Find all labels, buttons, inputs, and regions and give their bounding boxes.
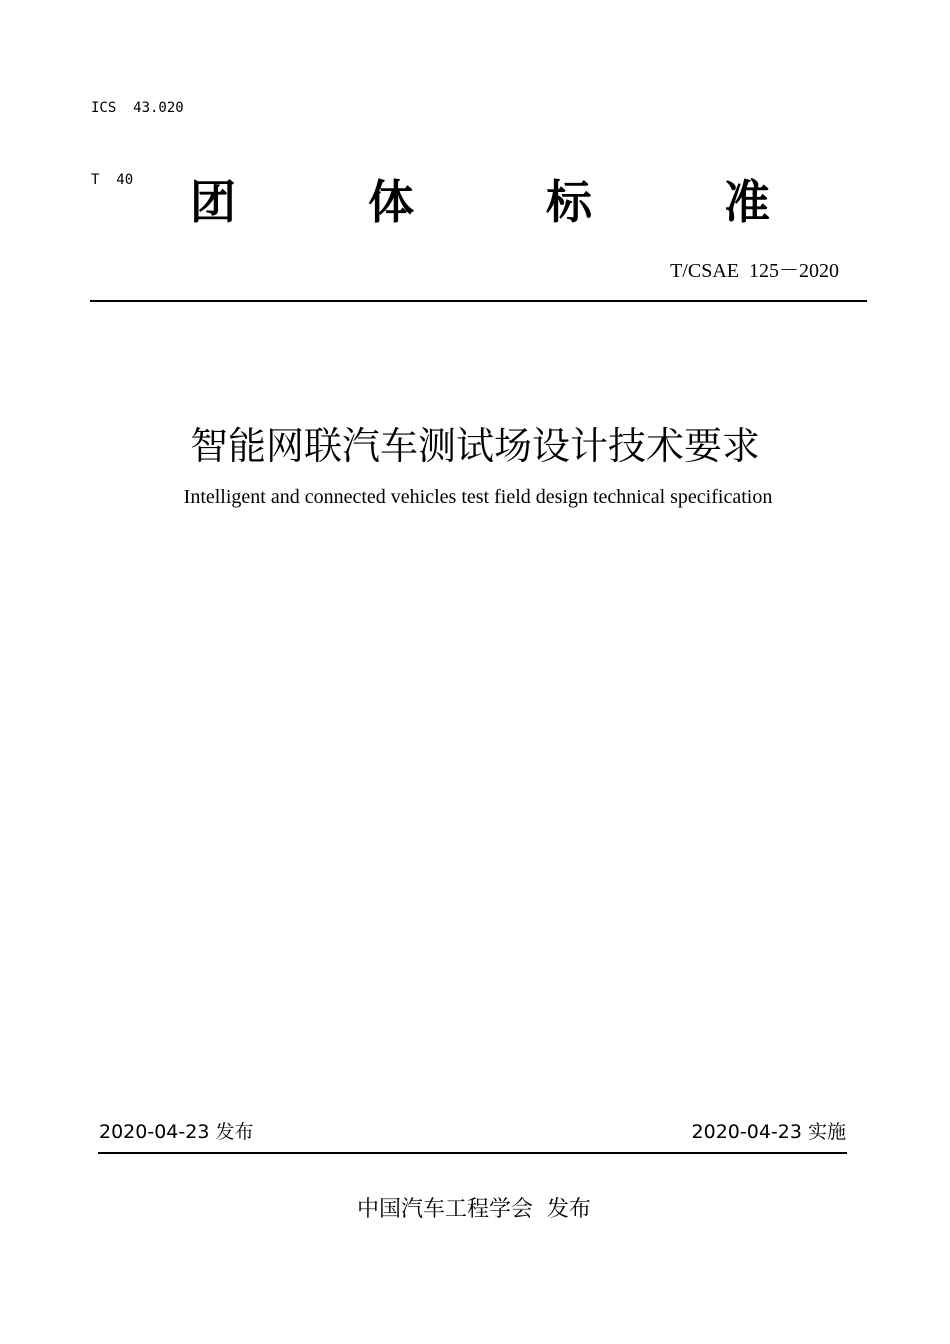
classification-block [91, 48, 184, 216]
issue-date: 2020-04-23 发布 [99, 1121, 254, 1143]
title-chinese: 智能网联汽车测试场设计技术要求 [189, 424, 760, 468]
standard-code: T/CSAE 125－2020 [670, 260, 839, 282]
category-code: T 40 [91, 172, 134, 188]
standard-kind-char-1: 团 [190, 175, 236, 229]
standard-kind-char-3: 标 [546, 175, 592, 229]
standard-kind-char-4: 准 [724, 175, 770, 229]
standard-kind-heading [190, 172, 770, 232]
implementation-date: 2020-04-23 实施 [691, 1121, 846, 1143]
bottom-divider [98, 1152, 847, 1154]
standard-kind-char-2: 体 [368, 175, 414, 229]
top-divider [90, 300, 867, 302]
publisher-line: 中国汽车工程学会 发布 [357, 1197, 591, 1222]
ics-code: ICS 43.020 [91, 100, 184, 116]
title-english: Intelligent and connected vehicles test field design technical specification [183, 486, 773, 508]
